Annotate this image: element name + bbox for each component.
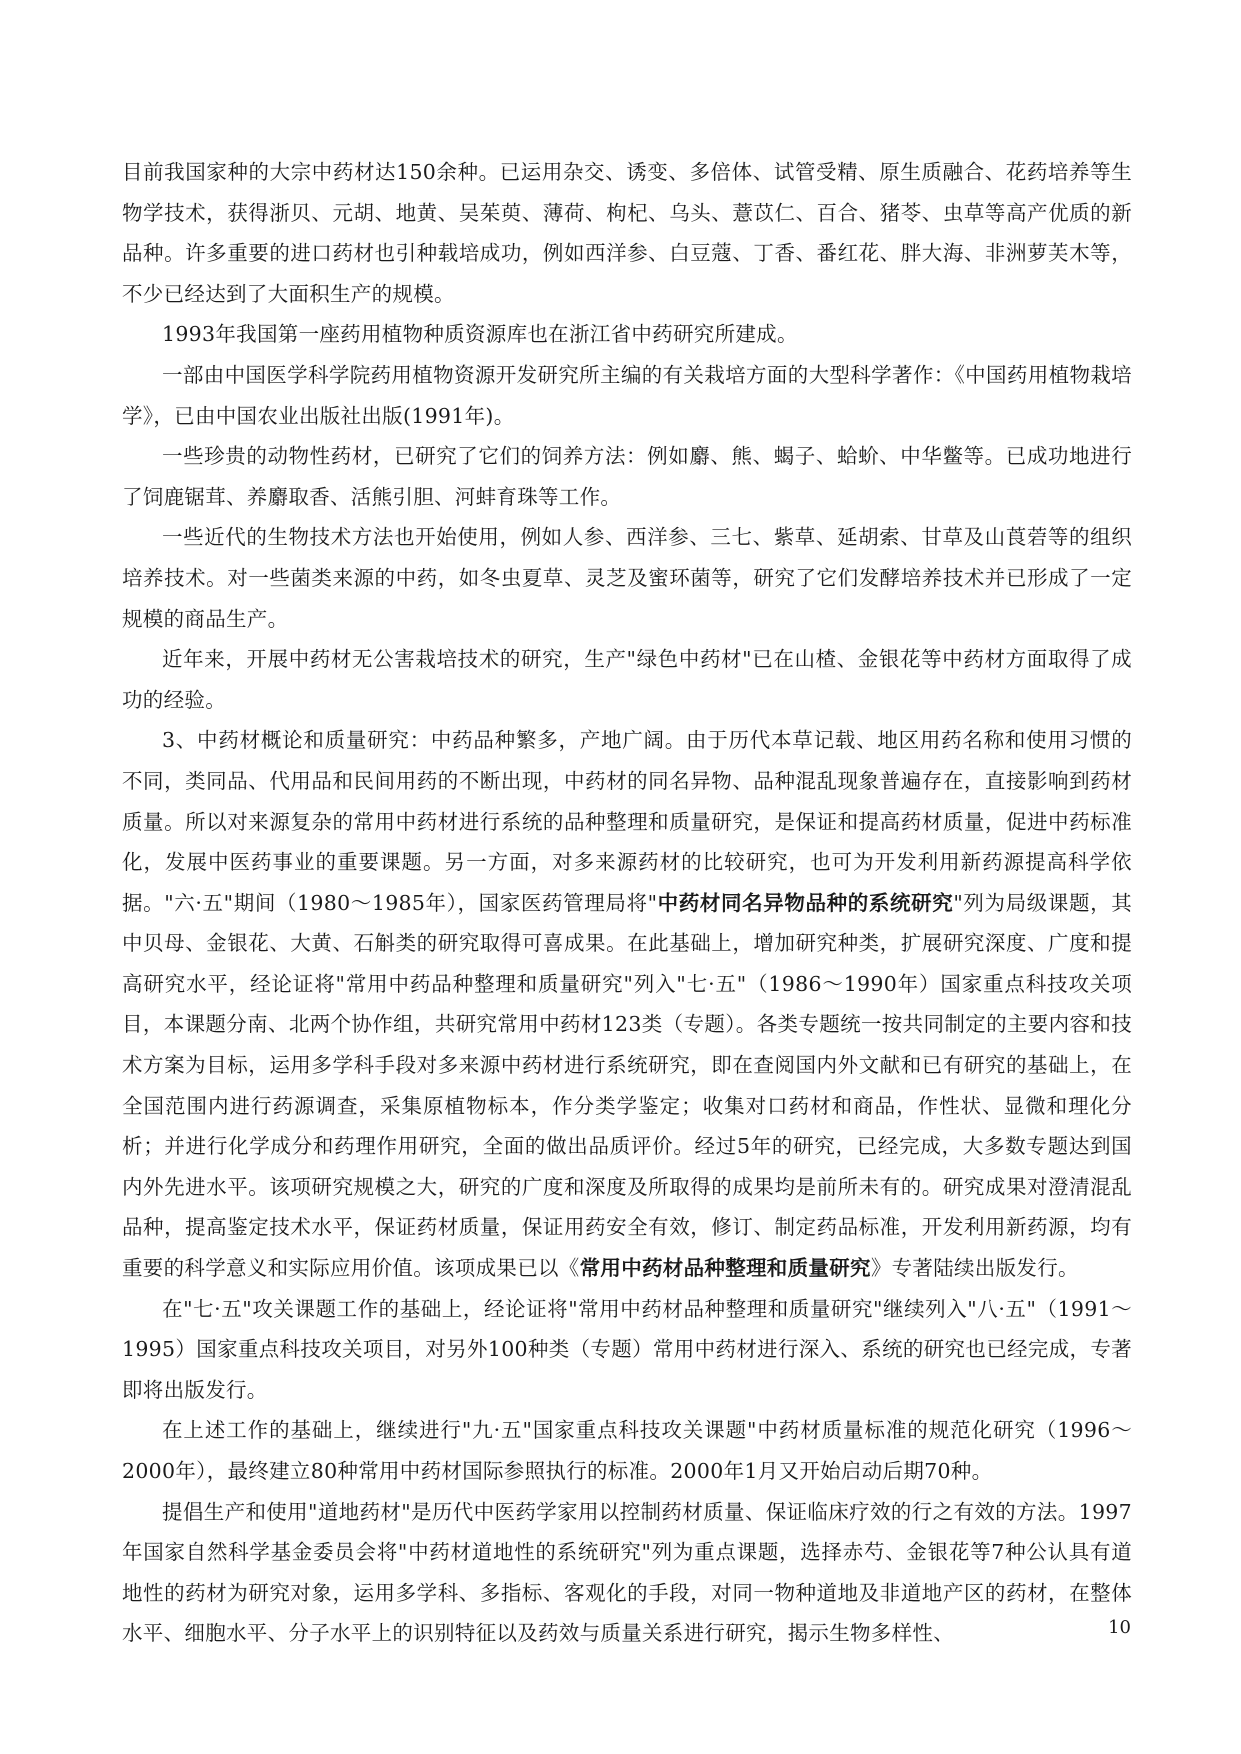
paragraph — [122, 1289, 1132, 1411]
paragraph-text: 》专著陆续出版发行。 — [870, 1256, 1079, 1281]
paragraph-text: 在上述工作的基础上，继续进行"九·五"国家重点科技攻关课题"中药材质量标准的规范化研究（1996～2000年），最终建立80种常用中药材国际参照执行的标准。2000年1月又开始启动后期70种。 — [122, 1418, 1132, 1483]
paragraph — [122, 436, 1132, 517]
document-body — [122, 152, 1132, 1654]
page-number: 10 — [1108, 1617, 1131, 1638]
paragraph — [122, 1410, 1132, 1491]
paragraph-text: 3、中药材概论和质量研究：中药品种繁多，产地广阔。由于历代本草记载、地区用药名称和使用习惯的不同，类同品、代用品和民间用药的不断出现，中药材的同名异物、品种混乱现象普遍存在，直接影响到药材质量。所以对来源复杂的常用中药材进行系统的品种整理和质量研究，是保证和提高药材质量，促进中药标准化，发展中医药事业的重要课题。另一方面，对多来源药材的比较研究，也可为开发利用新药源提高科学依据。"六·五"期间（1980～1985年），国家医药管理局将" — [122, 728, 1132, 915]
paragraph — [122, 152, 1132, 314]
paragraph — [122, 517, 1132, 639]
paragraph-text: 近年来，开展中药材无公害栽培技术的研究，生产"绿色中药材"已在山楂、金银花等中药材方面取得了成功的经验。 — [122, 647, 1132, 712]
bold-title-text: 常用中药材品种整理和质量研究 — [579, 1256, 871, 1281]
paragraph-text: "列为局级课题，其中贝母、金银花、大黄、石斛类的研究取得可喜成果。在此基础上，增加研究种类，扩展研究深度、广度和提高研究水平，经论证将"常用中药品种整理和质量研究"列入"七·五"（1986～1990年）国家重点科技攻关项目，本课题分南、北两个协作组，共研究常用中药材123类（专题）。各类专题统一按共同制定的主要内容和技术方案为目标，运用多学科手段对多来源中药材进行系统研究，即在查阅国内外文献和已有研究的基础上，在全国范围内进行药源调查，采集原植物标本，作分类学鉴定；收集对口药材和商品，作性状、显微和理化分析；并进行化学成分和药理作用研究，全面的做出品质评价。经过5年的研究，已经完成，大多数专题达到国内外先进水平。该项研究规模之大，研究的广度和深度及所取得的成果均是前所未有的。研究成果对澄清混乱品种，提高鉴定技术水平，保证药材质量，保证用药安全有效，修订、制定药品标准，开发利用新药源，均有重要的科学意义和实际应用价值。该项成果已以《 — [122, 890, 1133, 1281]
paragraph — [122, 355, 1132, 436]
paragraph-text: 1993年我国第一座药用植物种质资源库也在浙江省中药研究所建成。 — [162, 322, 798, 347]
paragraph-text: 一些近代的生物技术方法也开始使用，例如人参、西洋参、三七、紫草、延胡索、甘草及山莨菪等的组织培养技术。对一些菌类来源的中药，如冬虫夏草、灵芝及蜜环菌等，研究了它们发酵培养技术并已形成了一定规模的商品生产。 — [122, 525, 1132, 631]
paragraph-text: 在"七·五"攻关课题工作的基础上，经论证将"常用中药材品种整理和质量研究"继续列入"八·五"（1991～1995）国家重点科技攻关项目，对另外100种类（专题）常用中药材进行深入、系统的研究也已经完成，专著即将出版发行。 — [122, 1296, 1132, 1402]
paragraph — [122, 720, 1132, 1288]
bold-title-text: 中药材同名异物品种的系统研究 — [657, 890, 954, 915]
paragraph — [122, 314, 1132, 355]
paragraph-text: 提倡生产和使用"道地药材"是历代中医药学家用以控制药材质量、保证临床疗效的行之有效的方法。1997年国家自然科学基金委员会将"中药材道地性的系统研究"列为重点课题，选择赤芍、金银花等7种公认具有道地性的药材为研究对象，运用多学科、多指标、客观化的手段，对同一物种道地及非道地产区的药材，在整体水平、细胞水平、分子水平上的识别特征以及药效与质量关系进行研究，揭示生物多样性、 — [122, 1499, 1132, 1646]
paragraph-text: 一些珍贵的动物性药材，已研究了它们的饲养方法：例如麝、熊、蝎子、蛤蚧、中华鳖等。已成功地进行了饲鹿锯茸、养麝取香、活熊引胆、河蚌育珠等工作。 — [122, 444, 1132, 509]
paragraph — [122, 1492, 1132, 1654]
paragraph-text: 一部由中国医学科学院药用植物资源开发研究所主编的有关栽培方面的大型科学著作：《中国药用植物栽培学》，已由中国农业出版社出版(1991年)。 — [122, 362, 1132, 428]
paragraph-text: 目前我国家种的大宗中药材达150余种。已运用杂交、诱变、多倍体、试管受精、原生质融合、花药培养等生物学技术，获得浙贝、元胡、地黄、吴茱萸、薄荷、枸杞、乌头、薏苡仁、百合、猪苓、虫草等高产优质的新品种。许多重要的进口药材也引种载培成功，例如西洋参、白豆蔻、丁香、番红花、胖大海、非洲萝芙木等，不少已经达到了大面积生产的规模。 — [122, 160, 1132, 306]
paragraph — [122, 639, 1132, 720]
